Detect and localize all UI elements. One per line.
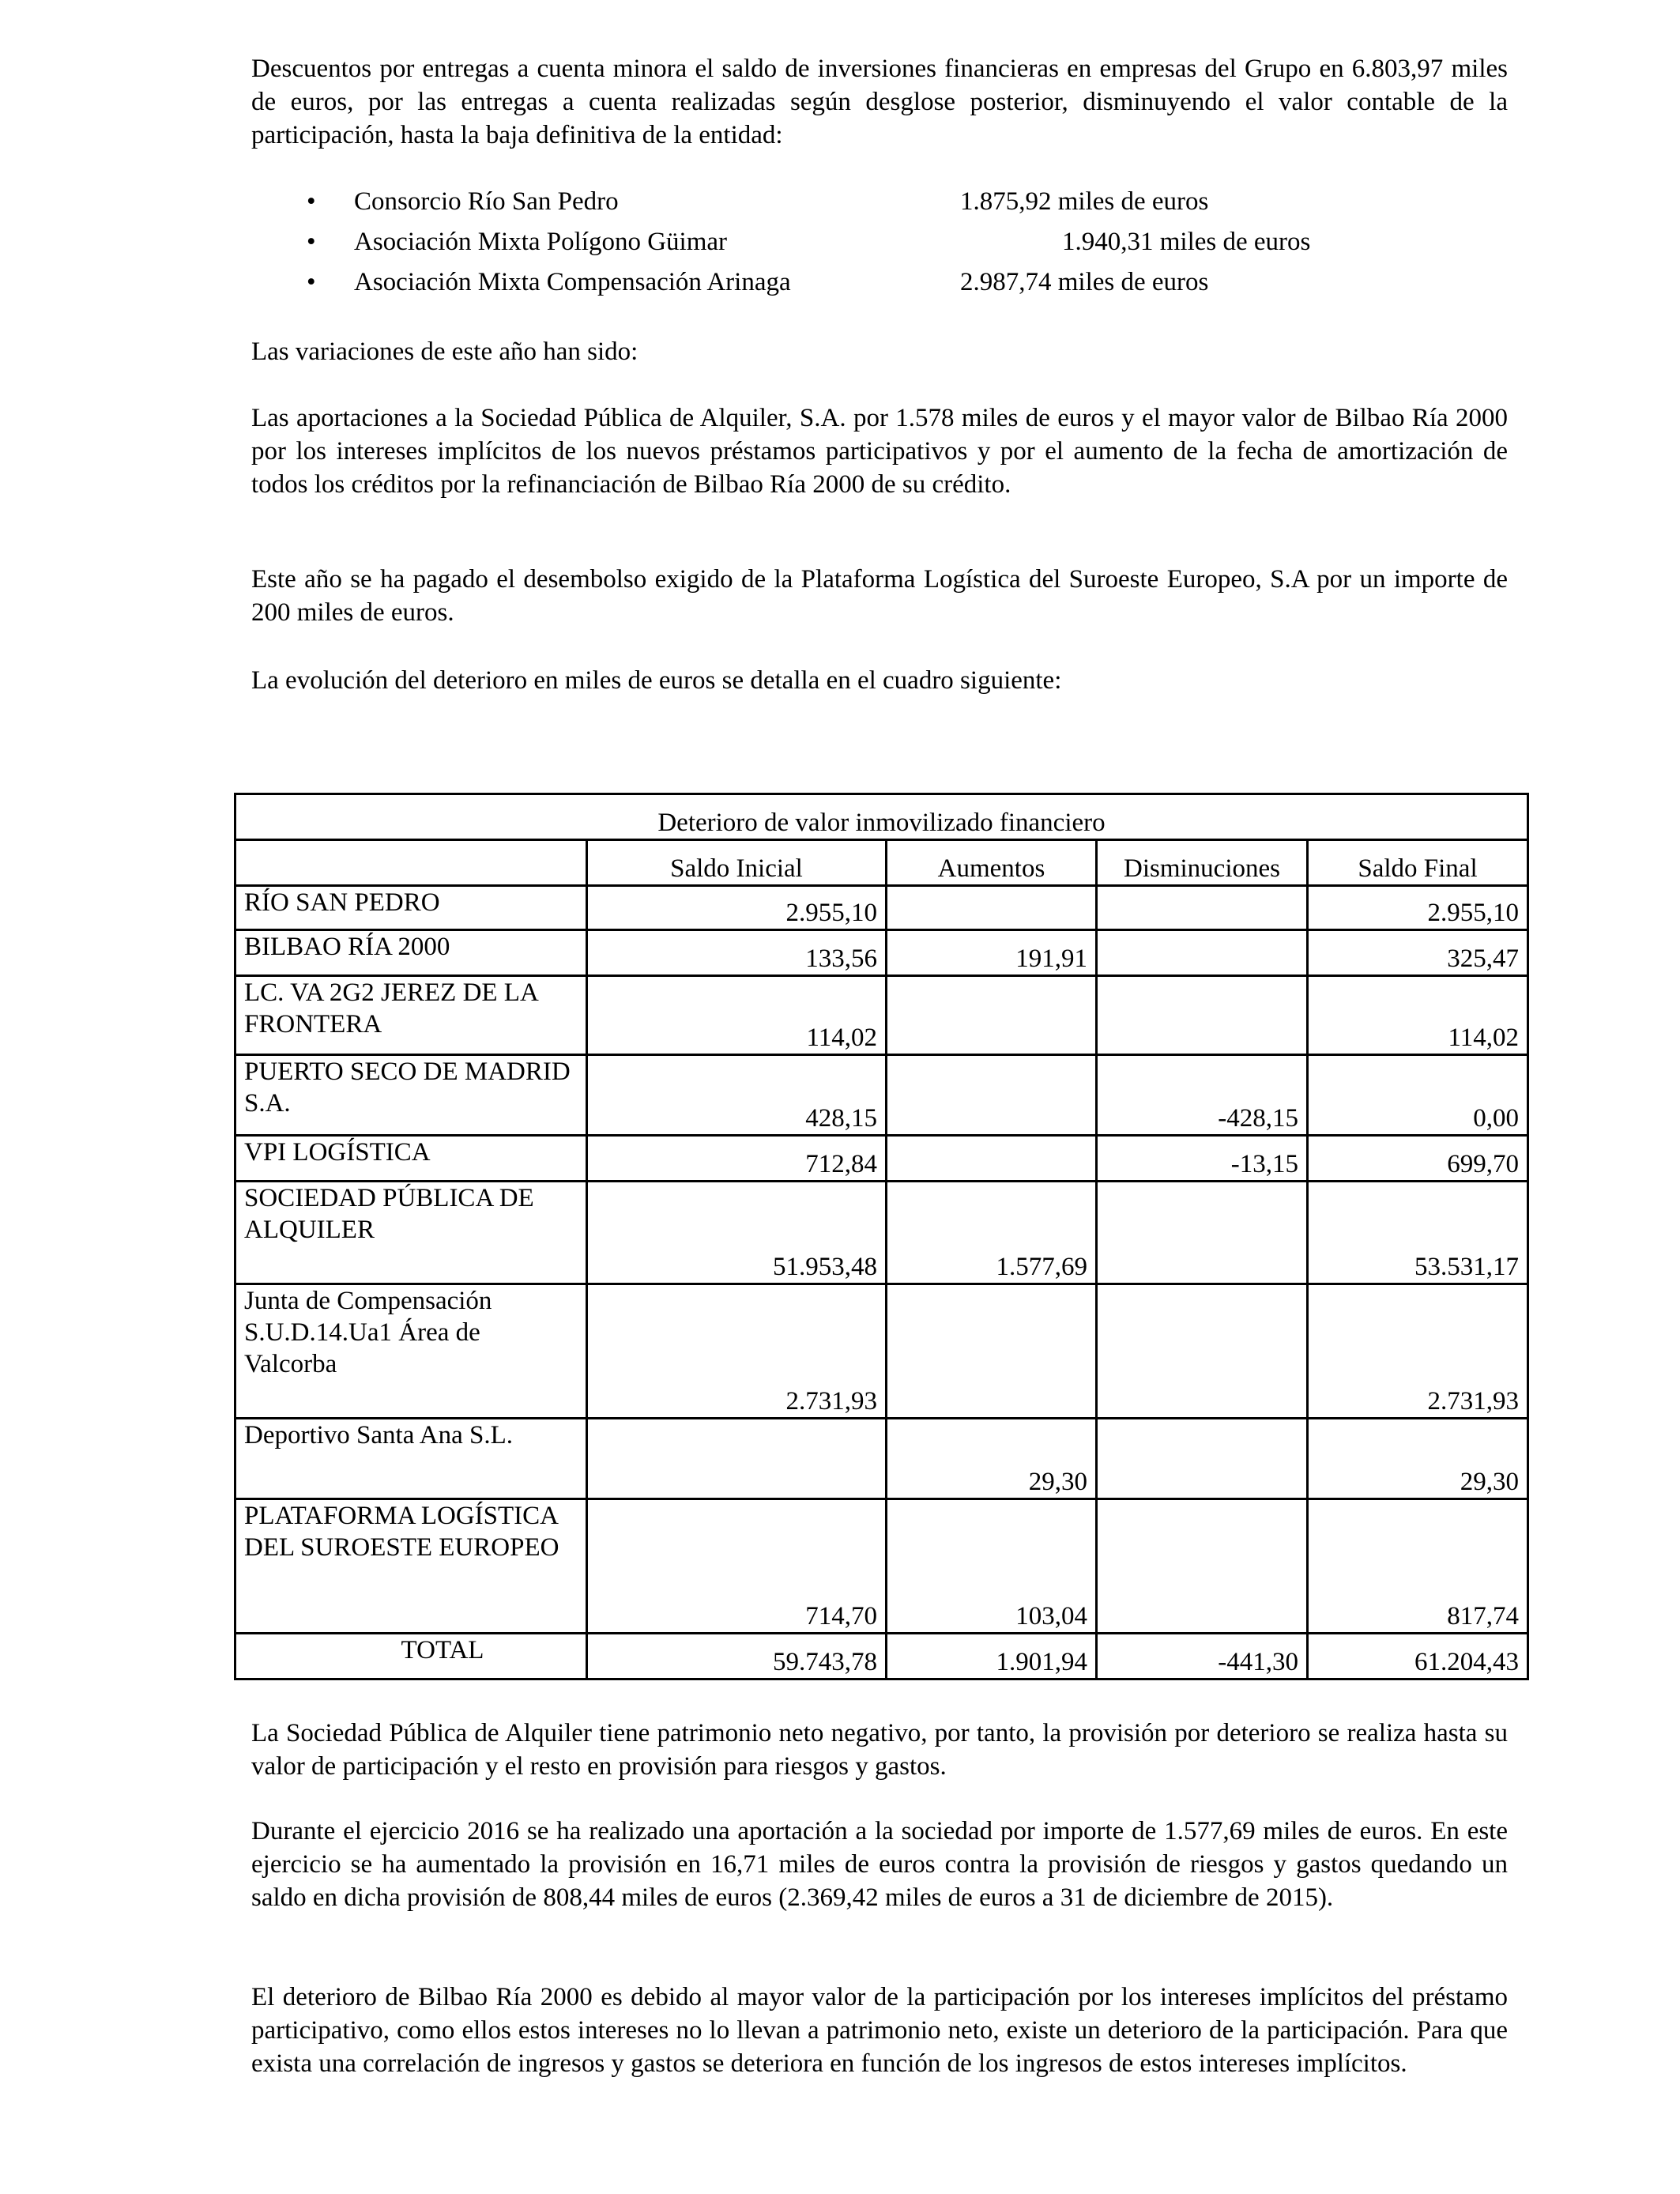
cell-disminuciones: -13,15 xyxy=(1097,1136,1308,1182)
total-saldo-inicial: 59.743,78 xyxy=(587,1634,887,1679)
cell-aumentos xyxy=(887,1284,1097,1419)
cell-saldo-inicial: 712,84 xyxy=(587,1136,887,1182)
entity-amount: 1.875,92 miles de euros xyxy=(960,187,1209,216)
table-row xyxy=(235,930,1528,976)
table-row xyxy=(235,886,1528,930)
cell-disminuciones: -428,15 xyxy=(1097,1055,1308,1136)
row-label: RÍO SAN PEDRO xyxy=(235,886,587,930)
list-item xyxy=(251,266,1508,306)
cell-disminuciones xyxy=(1097,930,1308,976)
cell-saldo-final: 53.531,17 xyxy=(1308,1182,1528,1284)
row-label: LC. VA 2G2 JEREZ DE LA FRONTERA xyxy=(235,976,587,1055)
cell-disminuciones xyxy=(1097,1182,1308,1284)
cell-aumentos xyxy=(887,1055,1097,1136)
bullet-icon: • xyxy=(307,187,316,216)
cell-aumentos: 191,91 xyxy=(887,930,1097,976)
evolucion-paragraph: La evolución del deterioro en miles de euros se detalla en el cuadro siguiente: xyxy=(251,666,1062,695)
cell-saldo-inicial: 2.731,93 xyxy=(587,1284,887,1419)
entregas-list xyxy=(251,185,1508,306)
header-saldo-inicial: Saldo Inicial xyxy=(587,840,887,886)
total-label: TOTAL xyxy=(235,1634,587,1679)
row-label: PLATAFORMA LOGÍSTICA DEL SUROESTE EUROPEO xyxy=(235,1499,587,1634)
cell-aumentos xyxy=(887,886,1097,930)
table-row xyxy=(235,1136,1528,1182)
cell-saldo-final: 817,74 xyxy=(1308,1499,1528,1634)
aportaciones-paragraph: Las aportaciones a la Sociedad Pública de Alquiler, S.A. por 1.578 miles de euros y el mayor valor de Bilbao Ría 2000 por los intereses implícitos de los nuevos préstamos participativos y por el aumento de la fecha de amortización de todos los créditos por la refinanciación de Bilbao Ría 2000 de su crédito. xyxy=(251,404,1508,499)
table-header-row xyxy=(235,840,1528,886)
deterioro-table xyxy=(234,793,1529,1680)
cell-saldo-inicial: 428,15 xyxy=(587,1055,887,1136)
total-disminuciones: -441,30 xyxy=(1097,1634,1308,1679)
cell-saldo-inicial xyxy=(587,1419,887,1499)
cell-aumentos xyxy=(887,1136,1097,1182)
cell-aumentos: 29,30 xyxy=(887,1419,1097,1499)
cell-disminuciones xyxy=(1097,886,1308,930)
header-aumentos: Aumentos xyxy=(887,840,1097,886)
intro-paragraph: Descuentos por entregas a cuenta minora el saldo de inversiones financieras en empresas del Grupo en 6.803,97 miles de euros, por las entregas a cuenta realizadas según desglose posterior, disminuyendo el valor contable de la participación, hasta la baja definitiva de la entidad: xyxy=(251,55,1508,149)
entity-name: Asociación Mixta Compensación Arinaga xyxy=(354,268,791,296)
total-saldo-final: 61.204,43 xyxy=(1308,1634,1528,1679)
cell-saldo-final: 2.731,93 xyxy=(1308,1284,1528,1419)
cell-saldo-final: 114,02 xyxy=(1308,976,1528,1055)
cell-saldo-inicial: 714,70 xyxy=(587,1499,887,1634)
table-row xyxy=(235,1419,1528,1499)
desembolso-paragraph: Este año se ha pagado el desembolso exigido de la Plataforma Logística del Suroeste Europeo, S.A por un importe de 200 miles de euros. xyxy=(251,565,1508,627)
cell-disminuciones xyxy=(1097,1419,1308,1499)
header-disminuciones: Disminuciones xyxy=(1097,840,1308,886)
cell-disminuciones xyxy=(1097,976,1308,1055)
row-label: SOCIEDAD PÚBLICA DE ALQUILER xyxy=(235,1182,587,1284)
bullet-icon: • xyxy=(307,228,316,256)
cell-aumentos: 1.577,69 xyxy=(887,1182,1097,1284)
entity-amount: 1.940,31 miles de euros xyxy=(1062,228,1311,256)
table-title: Deterioro de valor inmovilizado financiero xyxy=(235,794,1528,840)
variaciones-paragraph: Las variaciones de este año han sido: xyxy=(251,337,638,366)
table-row xyxy=(235,1182,1528,1284)
row-label: Junta de Compensación S.U.D.14.Ua1 Área de Valcorba xyxy=(235,1284,587,1419)
cell-disminuciones xyxy=(1097,1499,1308,1634)
entity-amount: 2.987,74 miles de euros xyxy=(960,268,1209,296)
header-empty-cell xyxy=(235,840,587,886)
table-row xyxy=(235,976,1528,1055)
total-aumentos: 1.901,94 xyxy=(887,1634,1097,1679)
list-item xyxy=(251,185,1508,225)
ejercicio-paragraph: Durante el ejercicio 2016 se ha realizado una aportación a la sociedad por importe de 1.577,69 miles de euros. En este ejercicio se ha aumentado la provisión en 16,71 miles de euros contra la provisión de riesgos y gastos quedando un saldo en dicha provisión de 808,44 miles de euros (2.369,42 miles de euros a 31 de diciembre de 2015). xyxy=(251,1817,1508,1912)
cell-saldo-final: 0,00 xyxy=(1308,1055,1528,1136)
cell-saldo-final: 325,47 xyxy=(1308,930,1528,976)
cell-saldo-inicial: 2.955,10 xyxy=(587,886,887,930)
table-title-row xyxy=(235,794,1528,840)
header-saldo-final: Saldo Final xyxy=(1308,840,1528,886)
cell-saldo-inicial: 133,56 xyxy=(587,930,887,976)
bullet-icon: • xyxy=(307,268,316,296)
cell-saldo-final: 29,30 xyxy=(1308,1419,1528,1499)
table-row xyxy=(235,1284,1528,1419)
cell-aumentos xyxy=(887,976,1097,1055)
cell-saldo-inicial: 114,02 xyxy=(587,976,887,1055)
list-item xyxy=(251,225,1508,266)
table-row xyxy=(235,1055,1528,1136)
table-row xyxy=(235,1499,1528,1634)
row-label: VPI LOGÍSTICA xyxy=(235,1136,587,1182)
row-label: PUERTO SECO DE MADRID S.A. xyxy=(235,1055,587,1136)
bilbao-paragraph: El deterioro de Bilbao Ría 2000 es debido al mayor valor de la participación por los intereses implícitos del préstamo participativo, como ellos estos intereses no lo llevan a patrimonio neto, existe un deterioro de la participación. Para que exista una correlación de ingresos y gastos se deteriora en función de los ingresos de estos intereses implícitos. xyxy=(251,1983,1508,2078)
cell-saldo-final: 2.955,10 xyxy=(1308,886,1528,930)
cell-aumentos: 103,04 xyxy=(887,1499,1097,1634)
entity-name: Consorcio Río San Pedro xyxy=(354,187,619,216)
cell-saldo-inicial: 51.953,48 xyxy=(587,1182,887,1284)
table-total-row xyxy=(235,1634,1528,1679)
row-label: BILBAO RÍA 2000 xyxy=(235,930,587,976)
row-label: Deportivo Santa Ana S.L. xyxy=(235,1419,587,1499)
patrimonio-paragraph: La Sociedad Pública de Alquiler tiene patrimonio neto negativo, por tanto, la provisión por deterioro se realiza hasta su valor de participación y el resto en provisión para riesgos y gastos. xyxy=(251,1719,1508,1781)
cell-saldo-final: 699,70 xyxy=(1308,1136,1528,1182)
cell-disminuciones xyxy=(1097,1284,1308,1419)
entity-name: Asociación Mixta Polígono Güimar xyxy=(354,228,728,256)
